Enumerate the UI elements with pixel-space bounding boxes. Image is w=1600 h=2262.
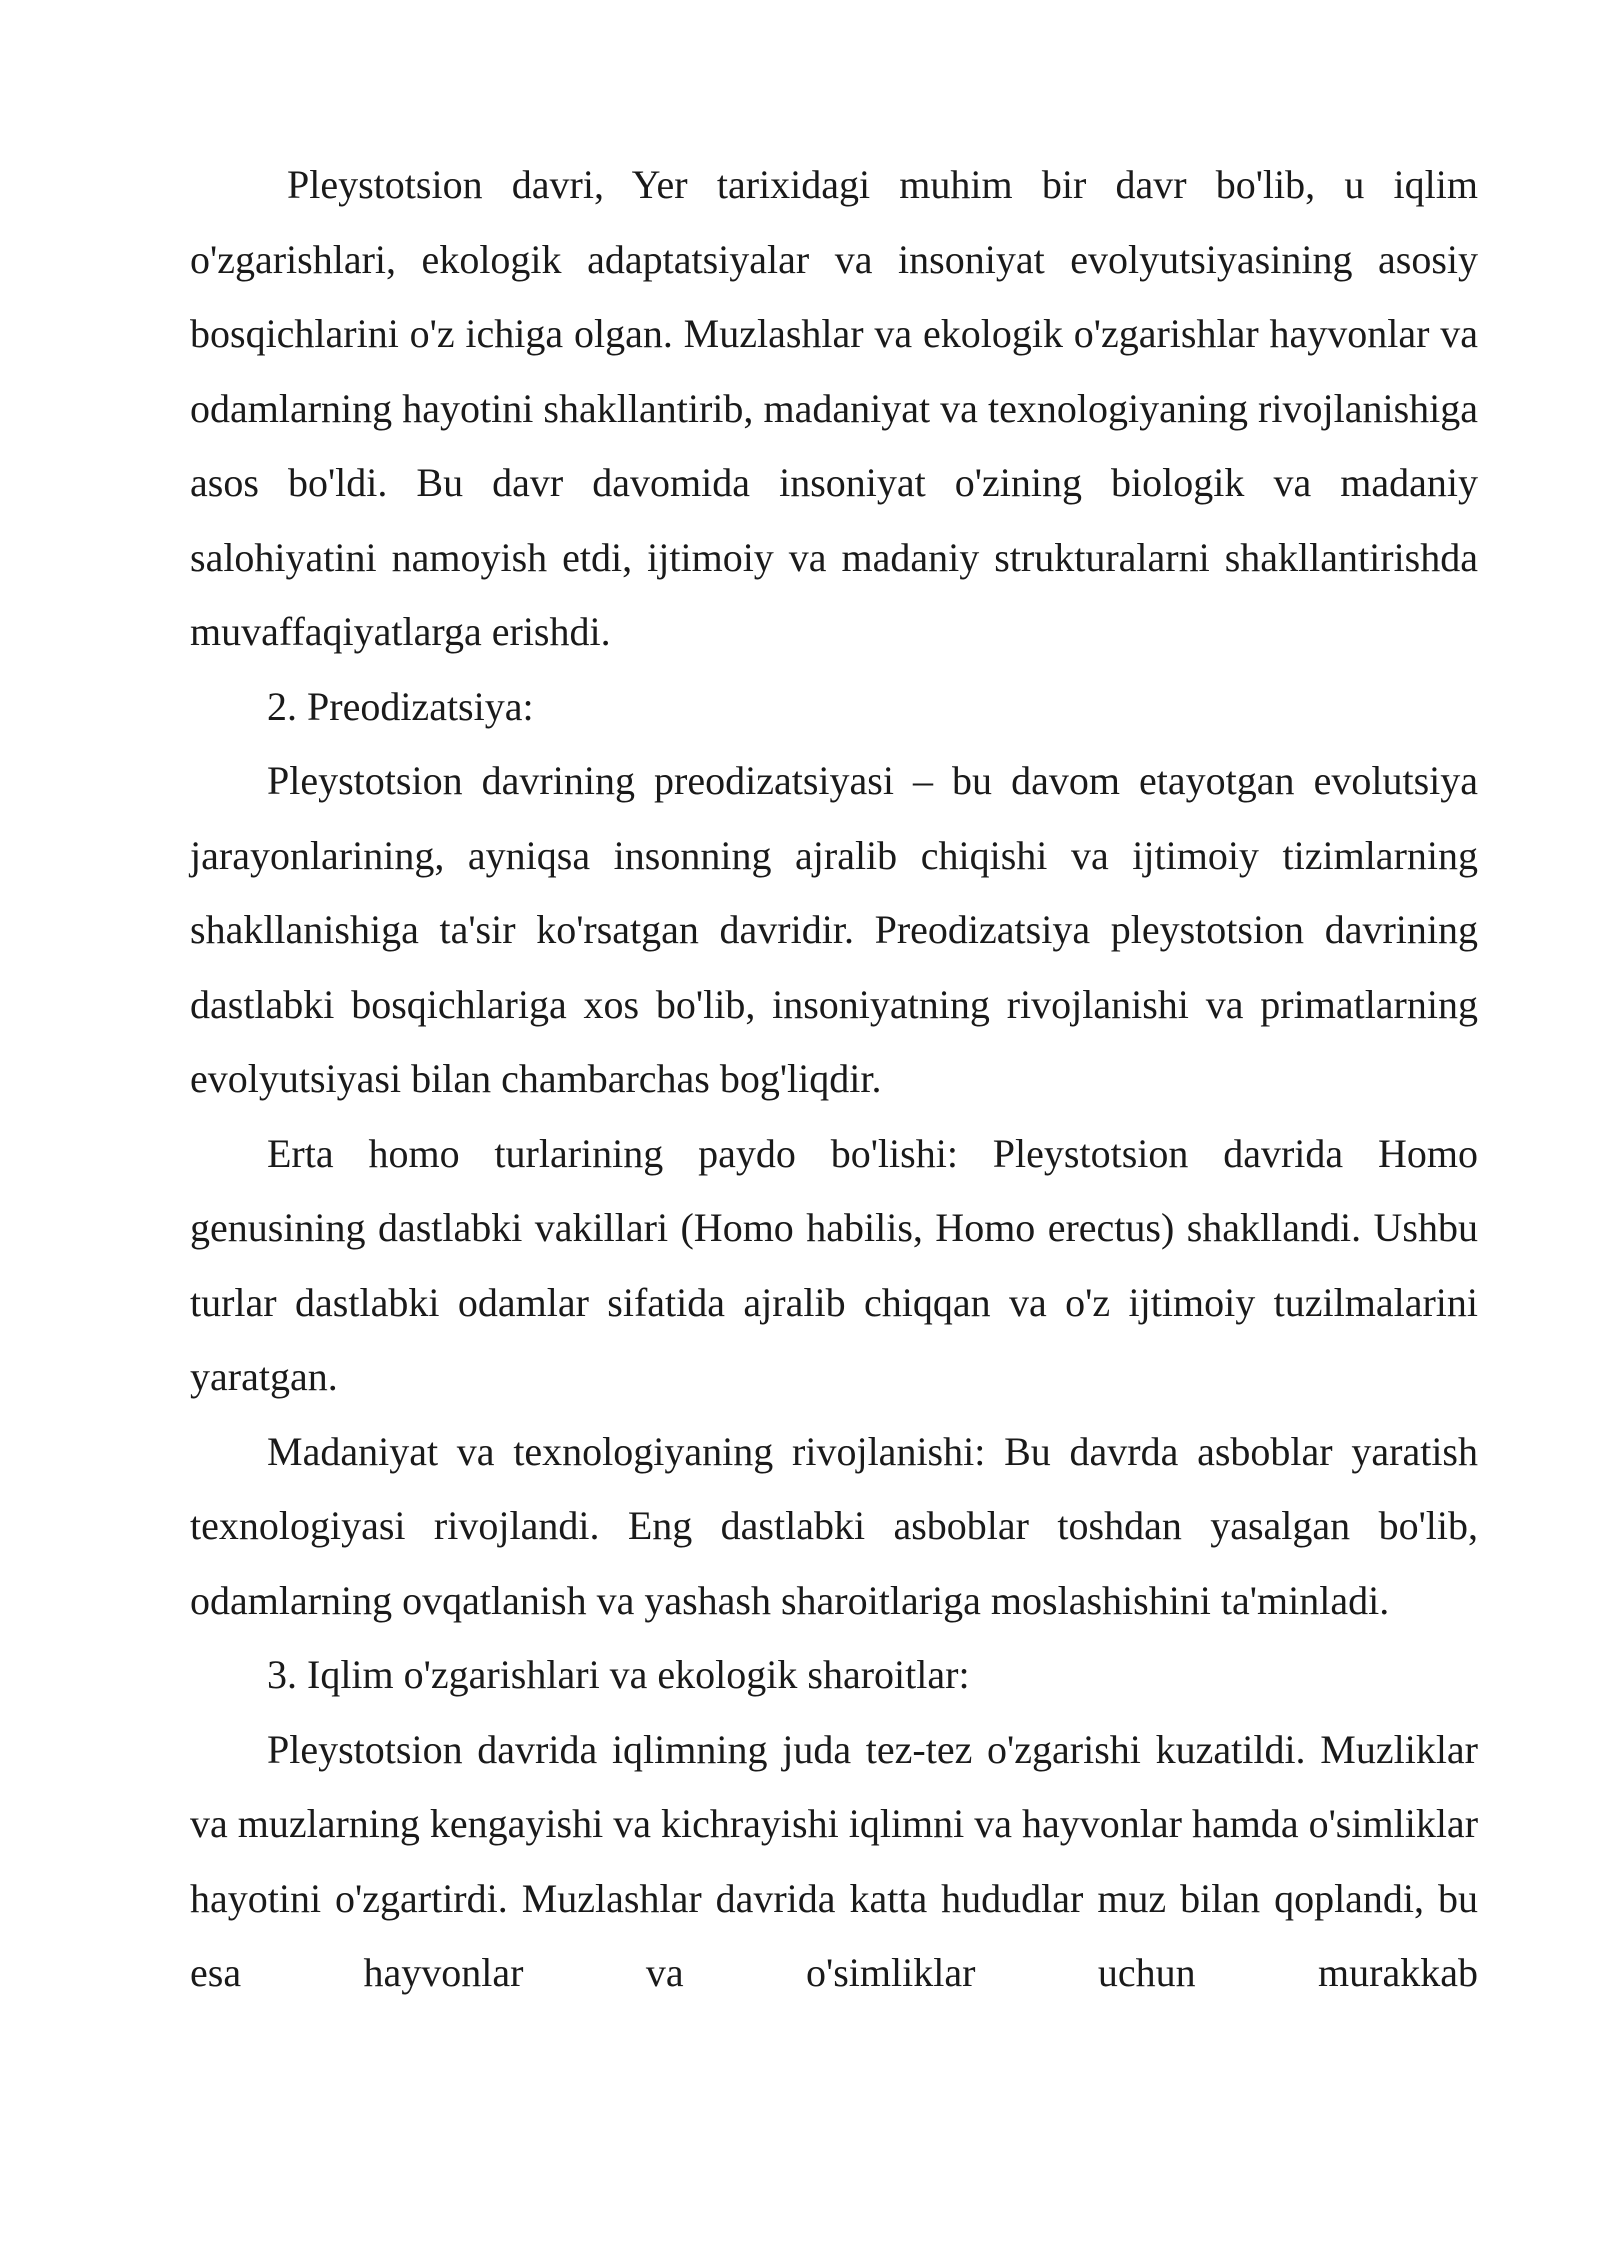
paragraph-iqlim: Pleystotsion davrida iqlimning juda tez-tez o'zgarishi kuzatildi. Muzliklar va muzlarning kengayishi va kichrayishi iqlimni va hayvonlar hamda o'simliklar hayotini o'zgartirdi. Muzlashlar davrida katta hududlar muz bilan qoplandi, bu esa hayvonlar va o'simliklar uchun murakkab [190, 1726, 1479, 1995]
paragraph-erta-homo: Erta homo turlarining paydo bo'lishi: Pleystotsion davrida Homo genusining dastlabki vakillari (Homo habilis, Homo erectus) shakllandi. Ushbu turlar dastlabki odamlar sifatida ajralib chiqqan va o'z ijtimoiy tuzilmalarini yaratgan. [190, 1130, 1478, 1399]
section-heading-preodizatsiya: 2. Preodizatsiya: [267, 683, 534, 729]
paragraph-madaniyat: Madaniyat va texnologiyaning rivojlanishi: Bu davrda asboblar yaratish texnologiyasi rivojlandi. Eng dastlabki asboblar toshdan yasalgan bo'lib, odamlarning ovqatlanish va yashash sharoitlariga moslashishini ta'minladi. [190, 1428, 1478, 1623]
paragraph-pleystotsion-summary: Pleystotsion davri, Yer tarixidagi muhim bir davr bo'lib, u iqlim o'zgarishlari, ekologik adaptatsiyalar va insoniyat evolyutsiyasining asosiy bosqichlarini o'z ichiga olgan. Muzlashlar va ekologik o'zgarishlar hayvonlar va odamlarning hayotini shakllantirib, madaniyat va texnologiyaning rivojlanishiga asos bo'ldi. Bu davr davomida insoniyat o'zining biologik va madaniy salohiyatini namoyish etdi, ijtimoiy va madaniy strukturalarni shakllantirishda muvaffaqiyatlarga erishdi. [190, 162, 1478, 654]
section-heading-iqlim: 3. Iqlim o'zgarishlari va ekologik sharoitlar: [267, 1652, 970, 1697]
document-page [190, 148, 1478, 2011]
paragraph-preodizatsiya: Pleystotsion davrining preodizatsiyasi – bu davom etayotgan evolutsiya jarayonlarining, ayniqsa insonning ajralib chiqishi va ijtimoiy tizimlarning shakllanishiga ta'sir ko'rsatgan davridir. Preodizatsiya pleystotsion davrining dastlabki bosqichlariga xos bo'lib, insoniyatning rivojlanishi va primatlarning evolyutsiyasi bilan chambarchas bog'liqdir. [190, 758, 1478, 1101]
